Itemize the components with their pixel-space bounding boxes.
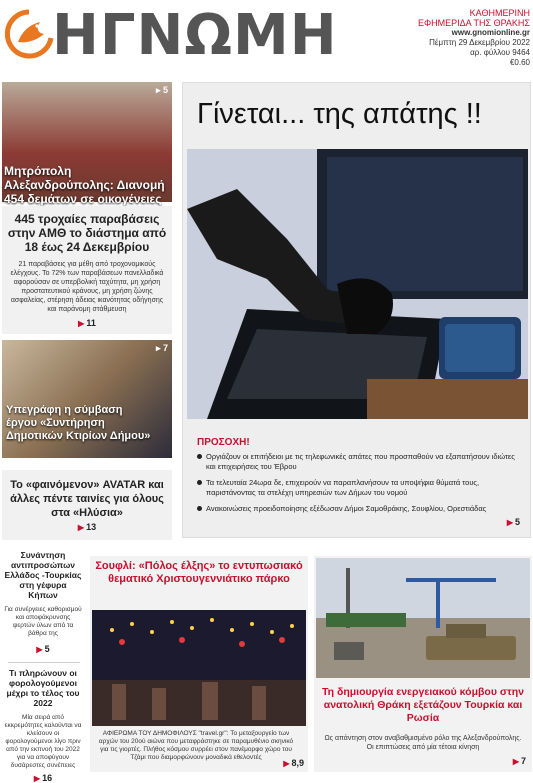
- main-story-bullet: Οργιάζουν οι επιτήδειοι με τις τηλεφωνικές απάτες που προσπαθούν να εξαπατήσουν ιδιώτες και επιχειρήσεις του Έβρου: [197, 452, 523, 472]
- story-contract-caption: Υπεγράφη η σύμβαση έργου «Συντήρηση Δημοτικών Κτιρίων Δήμου»: [6, 404, 151, 442]
- main-story-bullet: Τα τελευταία 24ωρα δε, επιχειρούν να παραπλανήσουν τα υποψήφια θύματά τους, παριστάνοντας τα στελέχη υπηρεσιών των Δήμων του νομού: [197, 478, 523, 498]
- story-soufli-headline: [94, 560, 304, 586]
- story-traffic-body: 21 παραβάσεις για μέθη από τροχονομικούς ελέγχους. Το 72% των παραβάσεων πανελλαδικά αφορούσαν σε υπερβολική ταχύτητα, μη χρήση προστατευτικού κράνους, μη χρήση ζώνης ασφαλείας, στέρηση άδειας ικανότητας οδήγησης και παράνομη στάθμευση: [10, 261, 164, 313]
- main-story-photo: [187, 149, 528, 419]
- masthead-info: [400, 8, 530, 68]
- story-metropolis-page: ▸ 5: [155, 85, 168, 95]
- story-bridge[interactable]: [2, 550, 84, 654]
- main-story-page: ▶ 5: [506, 517, 520, 527]
- story-energy-hub-body: Ως απάντηση στον αναβαθμισμένο ρόλο της Αλεξανδρούπολης. Οι επιπτώσεις από μία τέτοια κίνηση: [324, 735, 522, 751]
- story-energy-hub-photo: [316, 558, 530, 678]
- divider: [8, 662, 80, 663]
- story-energy-hub[interactable]: [314, 556, 532, 772]
- masthead-region: ΕΦΗΜΕΡΙΔΑ ΤΗΣ ΘΡΑΚΗΣ: [417, 18, 530, 28]
- masthead-website: www.gnomionline.gr: [451, 28, 530, 37]
- story-bridge-headline: Συνάντηση αντιπροσώπων Ελλάδος -Τουρκίας στη γέφυρα Κήπων: [4, 550, 82, 600]
- story-avatar[interactable]: [2, 470, 172, 540]
- story-taxes-body: Μία σειρά από εκκρεμότητες καλούνται να κλείσουν οι φορολογούμενοι λίγο πριν από την εκπνοή του 2022 για να αποφύγουν δυσάρεστες συνέπειες: [4, 714, 82, 769]
- masthead-issue: αρ. φύλλου 9464: [470, 48, 530, 57]
- story-contract-page: ▸ 7: [155, 343, 168, 353]
- main-story-alert-label: ΠΡΟΣΟΧΗ!: [197, 437, 250, 448]
- story-traffic-headline: 445 τροχαίες παραβάσεις στην ΑΜΘ το διάστημα από 18 έως 24 Δεκεμβρίου: [7, 212, 167, 254]
- masthead: [0, 0, 533, 78]
- masthead-title: ΗΓΝΩΜΗ: [52, 3, 338, 68]
- story-energy-hub-page: ▶ 7: [512, 756, 526, 766]
- story-traffic-page: ▶ 11: [78, 318, 96, 328]
- story-traffic[interactable]: [2, 206, 172, 334]
- main-story-headline: Γίνεται... της απάτης !!: [197, 98, 482, 130]
- masthead-daily: ΚΑΘΗΜΕΡΙΝΗ: [469, 8, 530, 18]
- masthead-date: Πέμπτη 29 Δεκεμβρίου 2022: [429, 38, 530, 47]
- main-story-bullets: [197, 452, 523, 514]
- main-story-bullet: Ανακοινώσεις προειδοποίησης εξέδωσαν Δήμοι Σαμοθράκης, Σουφλίου, Ορεστιάδας: [197, 504, 523, 514]
- bullet-icon: [197, 480, 202, 485]
- story-bridge-page: ▶ 5: [36, 644, 50, 654]
- story-taxes[interactable]: [2, 668, 84, 783]
- story-soufli-headline-place: Σουφλί:: [95, 560, 136, 572]
- story-metropolis-caption-overlay: Μητρόπολη Αλεξανδρούπολης: Διανομή 454 δεμάτων σε οικογένειες: [4, 164, 165, 206]
- dove-logo-icon: [4, 8, 54, 64]
- story-avatar-page: ▶ 13: [77, 522, 97, 532]
- story-soufli-headline-text: «Πόλος έλξης» το εντυπωσιακό θεματικό Χριστουγεννιάτικο πάρκο: [108, 560, 303, 585]
- story-soufli-body: ΑΦΙΕΡΩΜΑ ΤΟΥ ΔΗΜΟΦΙΛΟΥΣ "travel.gr": Το μεταξουργείο των αρχών του 20ού αιώνα που μεταφράστηκε σε παραμυθένιο σκηνικό για τις γιορτές. Πλήθος κόσμου συρρέει στον πανέμορφο χώρο του Τζάμι που διαμορφώνουν μοναδικά εθελοντές: [98, 730, 294, 761]
- story-soufli[interactable]: [90, 556, 308, 772]
- story-avatar-headline: Το «φαινόμενον» AVATAR και άλλες πέντε ταινίες για όλους στα «Ηλύσια»: [10, 479, 164, 519]
- main-story[interactable]: [182, 82, 531, 538]
- story-energy-hub-headline: Τη δημιουργία ενεργειακού κόμβου στην ανατολική Θράκη εξετάζουν Τουρκία και Ρωσία: [321, 686, 524, 724]
- bullet-icon: [197, 454, 202, 459]
- story-bridge-body: Για συνέργειες καθορισμού και αποφάκρυνσης ψερτών ύλων από τα βάθρα της: [4, 606, 82, 637]
- masthead-price: €0.60: [509, 58, 530, 67]
- bullet-icon: [197, 506, 202, 511]
- story-taxes-headline: Τι πληρώνουν οι φορολογούμενοι μέχρι το τέλος του 2022: [6, 668, 80, 708]
- story-soufli-page: ▶ 8,9: [283, 758, 304, 768]
- story-taxes-page: ▶ 16: [33, 773, 53, 783]
- story-soufli-photo: [92, 610, 306, 726]
